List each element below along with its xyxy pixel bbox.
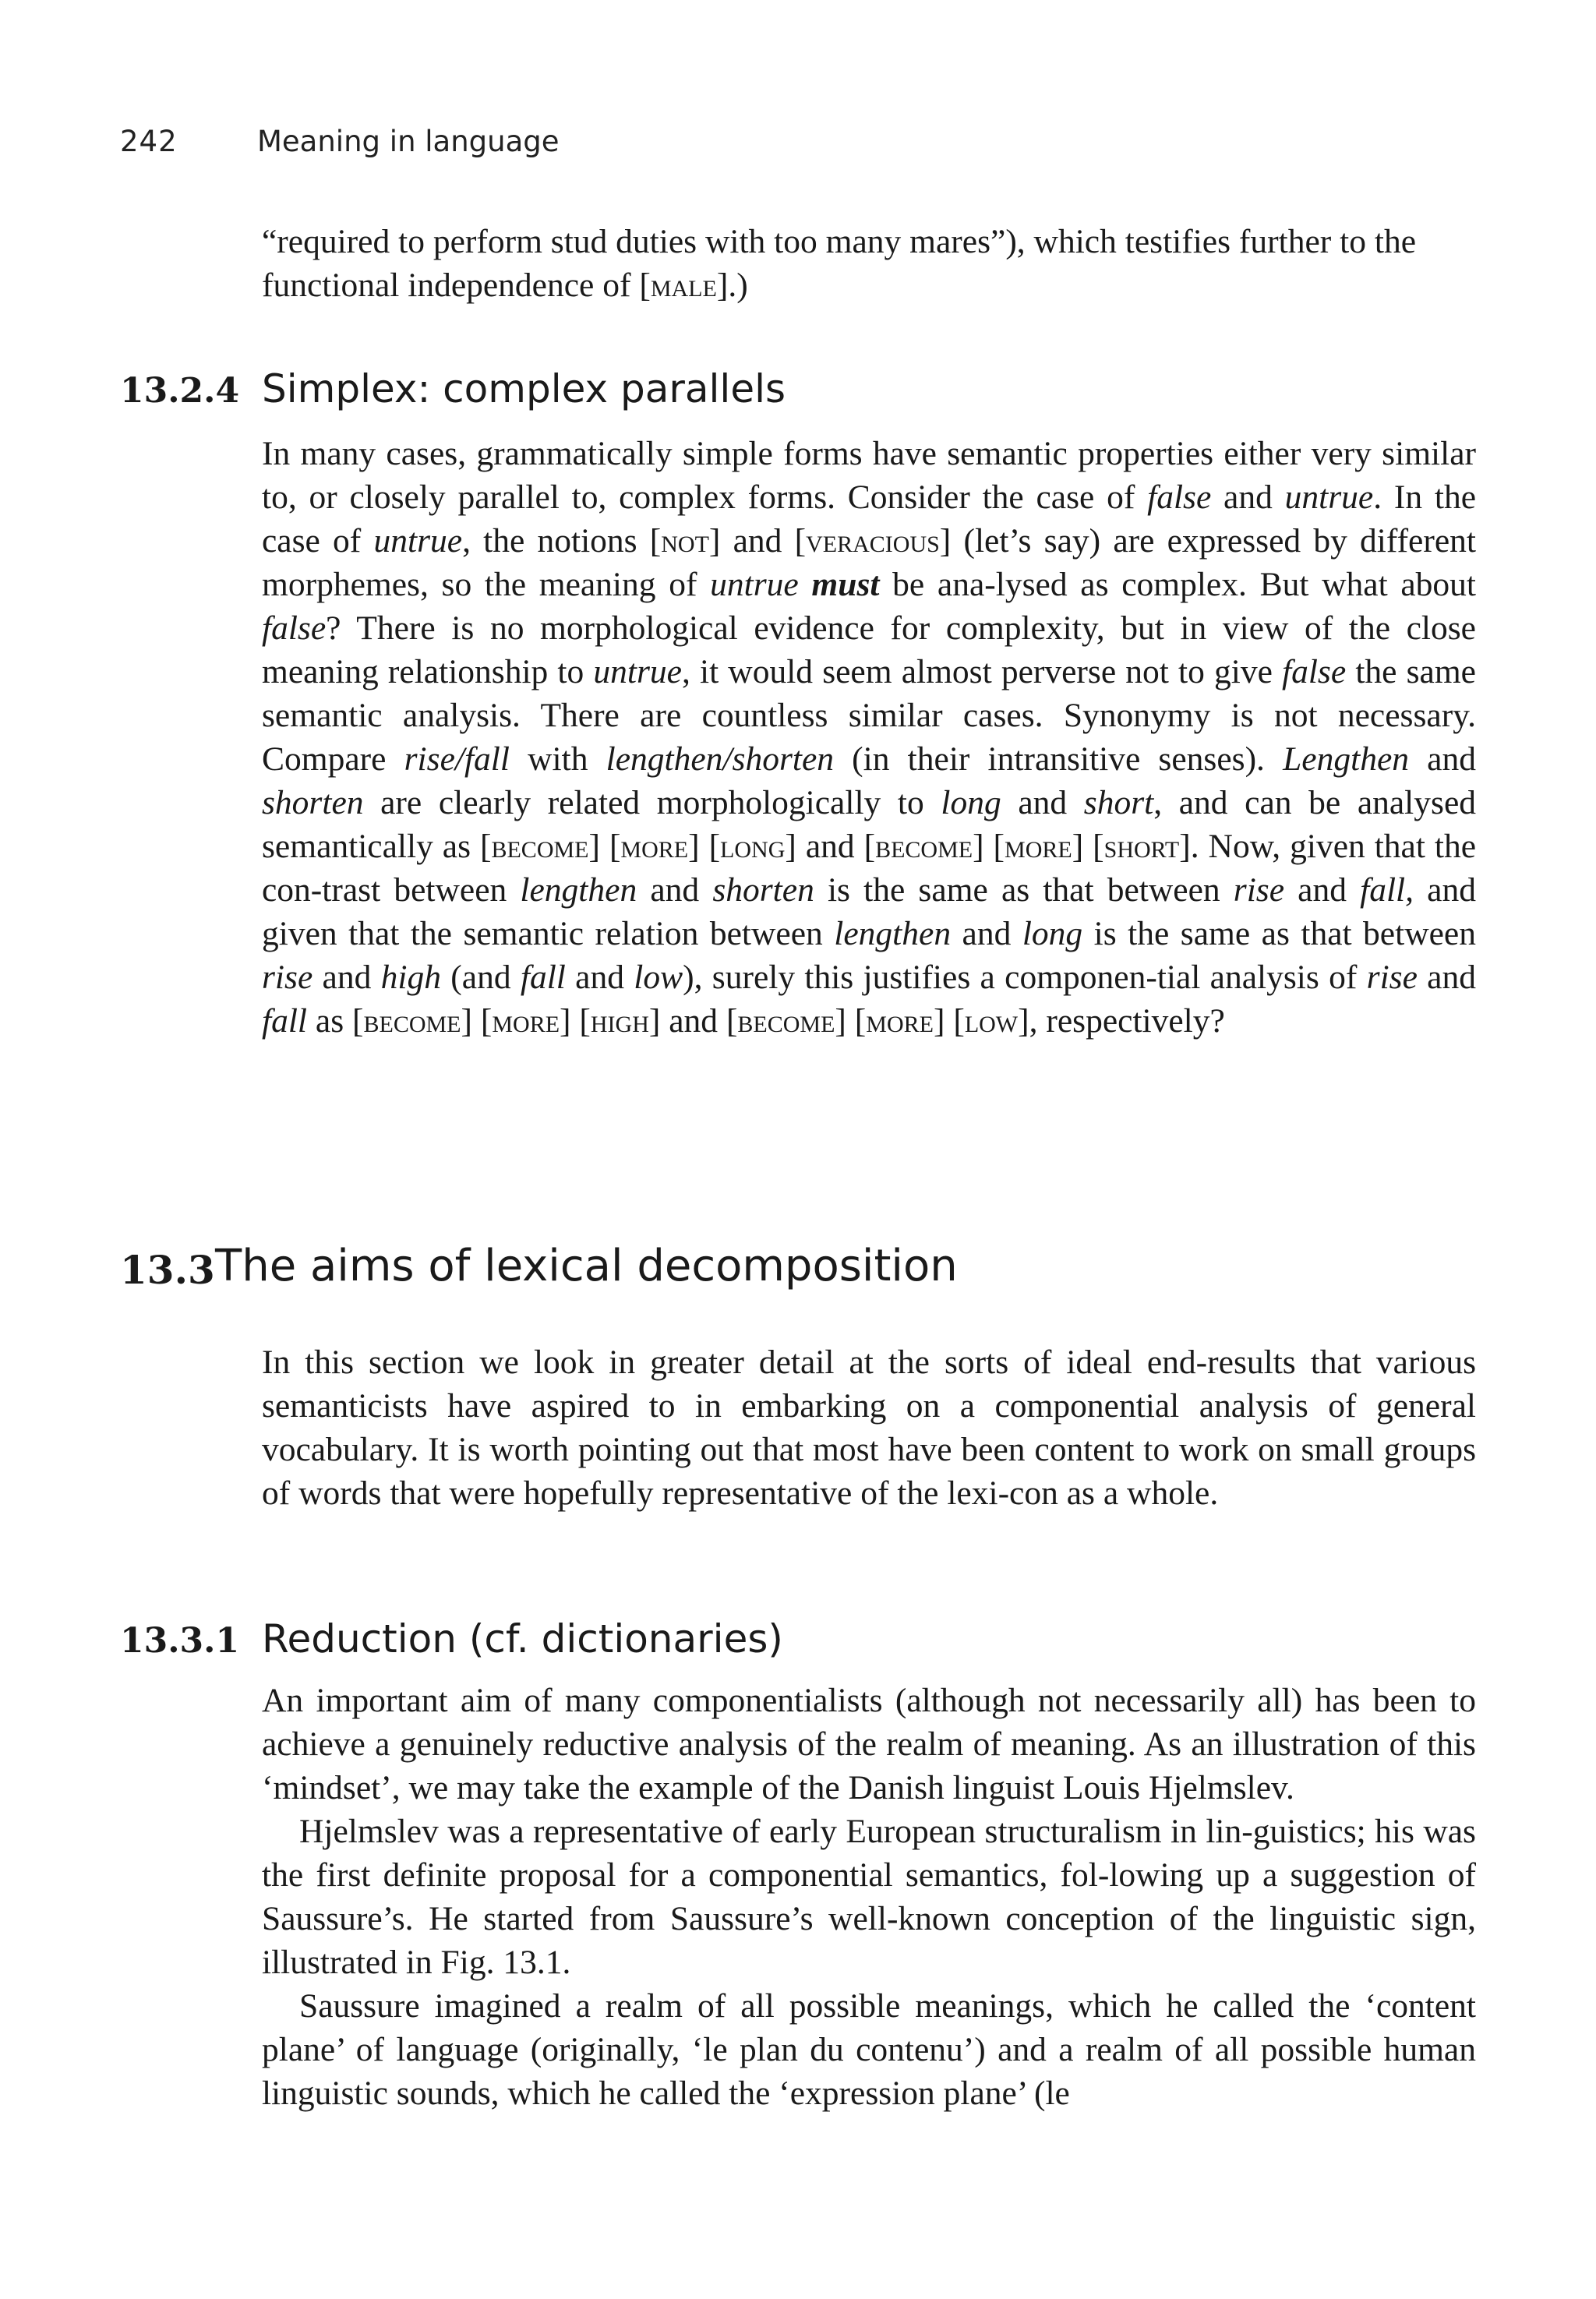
paragraph-reduction-2: Hjelmslev was a representative of early European structuralism in lin-guistics; his was the first definite proposal for a componential semantics, fol-lowing up a suggestion of Saussure’s. He started from Saussure’s well-known conception of the linguistic sign, illustrated in Fig. 13.1. (262, 1813, 1476, 1981)
section-number: 13.2.4 (120, 371, 240, 411)
running-header (120, 125, 560, 158)
section-title: Simplex: complex parallels (262, 366, 786, 411)
section-body-reduction (262, 1679, 1476, 2115)
paragraph-simplex: In many cases, grammatically simple forms have semantic properties either very similar to, or closely parallel to, complex forms. Consider the case of false and untrue. In the case of untrue, the notions [not] and [veracious] (let’s say) are expressed by different morphemes, so the meaning of untrue must be ana-lysed as complex. But what about false? There is no morphological evidence for complexity, but in view of the close meaning relationship to untrue, it would seem almost perverse not to give false the same semantic analysis. There are countless similar cases. Synonymy is not necessary. Compare rise/fall with lengthen/shorten (in their intransitive senses). Lengthen and shorten are clearly related morphologically to long and short, and can be analysed semantically as [become] [more] [long] and [become] [more] [short]. Now, given that the con-trast between lengthen and shorten is the same as that between rise and fall, and given that the semantic relation between lengthen and long is the same as that between rise and high (and fall and low), surely this justifies a componen-tial analysis of rise and fall as [become] [more] [high] and [become] [more] [low], respectively? (262, 435, 1477, 1040)
page-number: 242 (120, 125, 178, 158)
paragraph-aims: In this section we look in greater detail at the sorts of ideal end-results that various semanticists have aspired to in embarking on a componential analysis of general vocabulary. It is worth pointing out that most have been content to work on small groups of words that were hopefully representative of the lexi-con as a whole. (262, 1344, 1476, 1512)
section-number: 13.3.1 (120, 1621, 240, 1661)
carryover-paragraph: “required to perform stud duties with too many mares”), which testifies further to the functional independence of [male].) (262, 223, 1416, 304)
section-title: The aims of lexical decomposition (215, 1241, 958, 1291)
section-heading-13-3-1 (120, 1616, 1476, 1671)
running-title: Meaning in language (257, 125, 560, 158)
section-title: Reduction (cf. dictionaries) (262, 1616, 783, 1662)
section-heading-13-3 (120, 1241, 1476, 1303)
paragraph-reduction-1: An important aim of many componentialists (although not necessarily all) has been to achieve a genuinely reductive analysis of the realm of meaning. As an illustration of this ‘mindset’, we may take the example of the Danish linguist Louis Hjelmslev. (262, 1682, 1476, 1806)
paragraph-reduction-3: Saussure imagined a realm of all possible meanings, which he called the ‘content plane’ of language (originally, ‘le plan du contenu’) and a realm of all possible human linguistic sounds, which he called the ‘expression plane’ (le (262, 1987, 1476, 2112)
section-heading-13-2-4 (120, 366, 1476, 421)
section-number: 13.3 (120, 1247, 215, 1293)
